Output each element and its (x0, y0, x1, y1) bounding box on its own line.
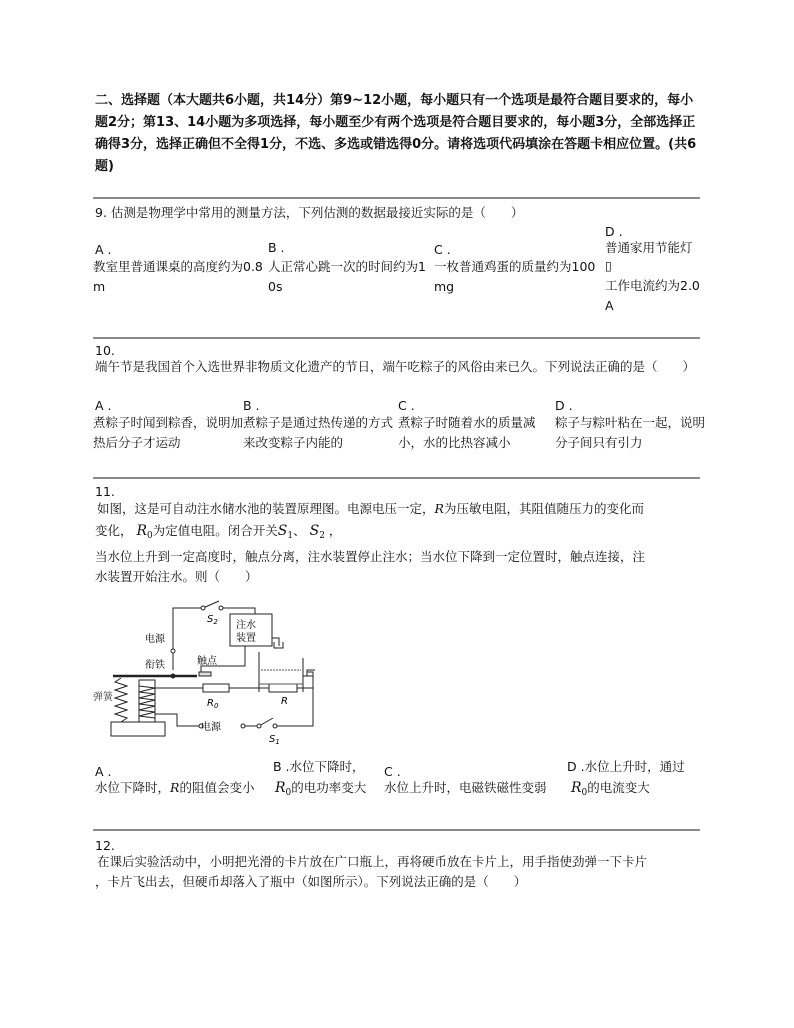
q9-option-d-text-2: 工作电流约为2.0A (605, 278, 700, 313)
q11-line-4: 水装置开始注水。则（ ） (95, 569, 258, 584)
switch-s1-symbol: $S_1$ (277, 523, 294, 541)
resistor-r0-symbol: $R_0$ (136, 523, 153, 541)
q9-option-d-label: D . (605, 224, 623, 239)
q9-option-b-label: B . (268, 240, 285, 255)
q11-option-b-label: B .水位下降时， (273, 759, 365, 774)
q11-line-3: 当水位上升到一定高度时，触点分离，注水装置停止注水；当水位下降到一定位置时，触点连接，注 (95, 549, 646, 564)
q10-option-a-label: A . (95, 398, 112, 413)
pump-label-2: 装置 (236, 633, 256, 644)
spring-label: 弹簧 (93, 692, 113, 703)
q9-option-a-label: A . (95, 242, 112, 257)
contact-label: 触点 (197, 656, 217, 667)
divider (93, 337, 700, 339)
q11-line-1: 如图，这是可自动注水储水池的装置原理图。电源电压一定，R为压敏电阻，其阻值随压力的变化而 (97, 501, 644, 516)
pump-label-1: 注水 (236, 620, 256, 631)
q10-option-c-text: 煮粽子时随着水的质量减小，水的比热容减小 (398, 415, 536, 450)
q11-option-d-text: $R_0$的电流变大 (571, 780, 650, 798)
q10-number: 10. (95, 343, 115, 358)
q11-option-d-label: D .水位上升时，通过 (567, 759, 685, 774)
q10-stem: 端午节是我国首个入选世界非物质文化遗产的节日，端午吃粽子的风俗由来已久。下列说法正确的是（ ） (95, 359, 696, 374)
power-label-bottom: 电源 (201, 722, 221, 733)
q10-option-c-label: C . (398, 398, 415, 413)
divider (93, 197, 700, 199)
resistor-r-symbol: R (434, 501, 444, 516)
q11-option-a-text: 水位下降时，R的阻值会变小 (95, 780, 255, 795)
s2-label: $S_2$ (207, 614, 218, 626)
q9-option-d-text-1: 普通家用节能灯 (605, 240, 693, 255)
q10-option-d-text: 粽子与粽叶粘在一起，说明分子间只有引力 (555, 415, 706, 450)
q9-option-c-label: C . (434, 242, 451, 257)
power-label-top: 电源 (145, 634, 165, 645)
q10-option-b-text: 煮粽子是通过热传递的方式来改变粽子内能的 (243, 415, 394, 450)
q9-option-b-text: 人正常心跳一次的时间约为10s (268, 259, 426, 294)
divider (93, 829, 700, 831)
q10-option-d-label: D . (555, 398, 573, 413)
q11-option-c-label: C . (384, 764, 401, 779)
q11-option-a-label: A . (95, 764, 112, 779)
switch-s2-symbol: $S_2$ (309, 523, 325, 541)
r-label: R (281, 696, 288, 707)
q9-stem: 9. 估测是物理学中常用的测量方法，下列估测的数据最接近实际的是（ ） (95, 205, 524, 220)
q11-option-c-text: 水位上升时，电磁铁磁性变弱 (384, 780, 547, 795)
circuit-diagram (93, 596, 338, 746)
q12-line-1: 在课后实验活动中，小明把光滑的卡片放在广口瓶上，再将硬币放在卡片上，用手指使劲弹一下卡片 (97, 854, 648, 869)
q9-option-c-text: 一枚普通鸡蛋的质量约为100mg (434, 259, 596, 294)
r0-label: $R_0$ (207, 698, 219, 710)
q10-option-b-label: B . (243, 398, 260, 413)
q11-number: 11. (95, 484, 115, 499)
q11-line-2: 变化， $R_0$为定值电阻。闭合开关$S_1$、 $S_2$ ， (95, 523, 342, 541)
q9-option-a-text: 教室里普通课桌的高度约为0.8m (93, 259, 263, 294)
section-header: 二、选择题（本大题共6小题，共14分）第9~12小题，每小题只有一个选项是最符合题目要求的，每小题2分；第13、14小题为多项选择，每小题至少有两个选项是符合题目要求的，每小题3分，全部选择正确得3分，选择正确但不全得1分，不选、多选或错选得0分。请将选项代码填涂在答题卡相应位置。(共6题) (95, 93, 697, 174)
divider (93, 477, 700, 479)
armature-label: 衔铁 (145, 660, 165, 671)
q12-line-2: ，卡片飞出去，但硬币却落入了瓶中（如图所示）。下列说法正确的是（ ） (95, 874, 527, 889)
q12-number: 12. (95, 838, 115, 853)
q10-option-a-text: 煮粽子时闻到粽香，说明加热后分子才运动 (93, 415, 244, 450)
q11-option-b-text: $R_0$的电功率变大 (275, 780, 367, 798)
s1-label: $S_1$ (269, 734, 280, 746)
q9-option-d-box: ▯ (605, 258, 612, 273)
